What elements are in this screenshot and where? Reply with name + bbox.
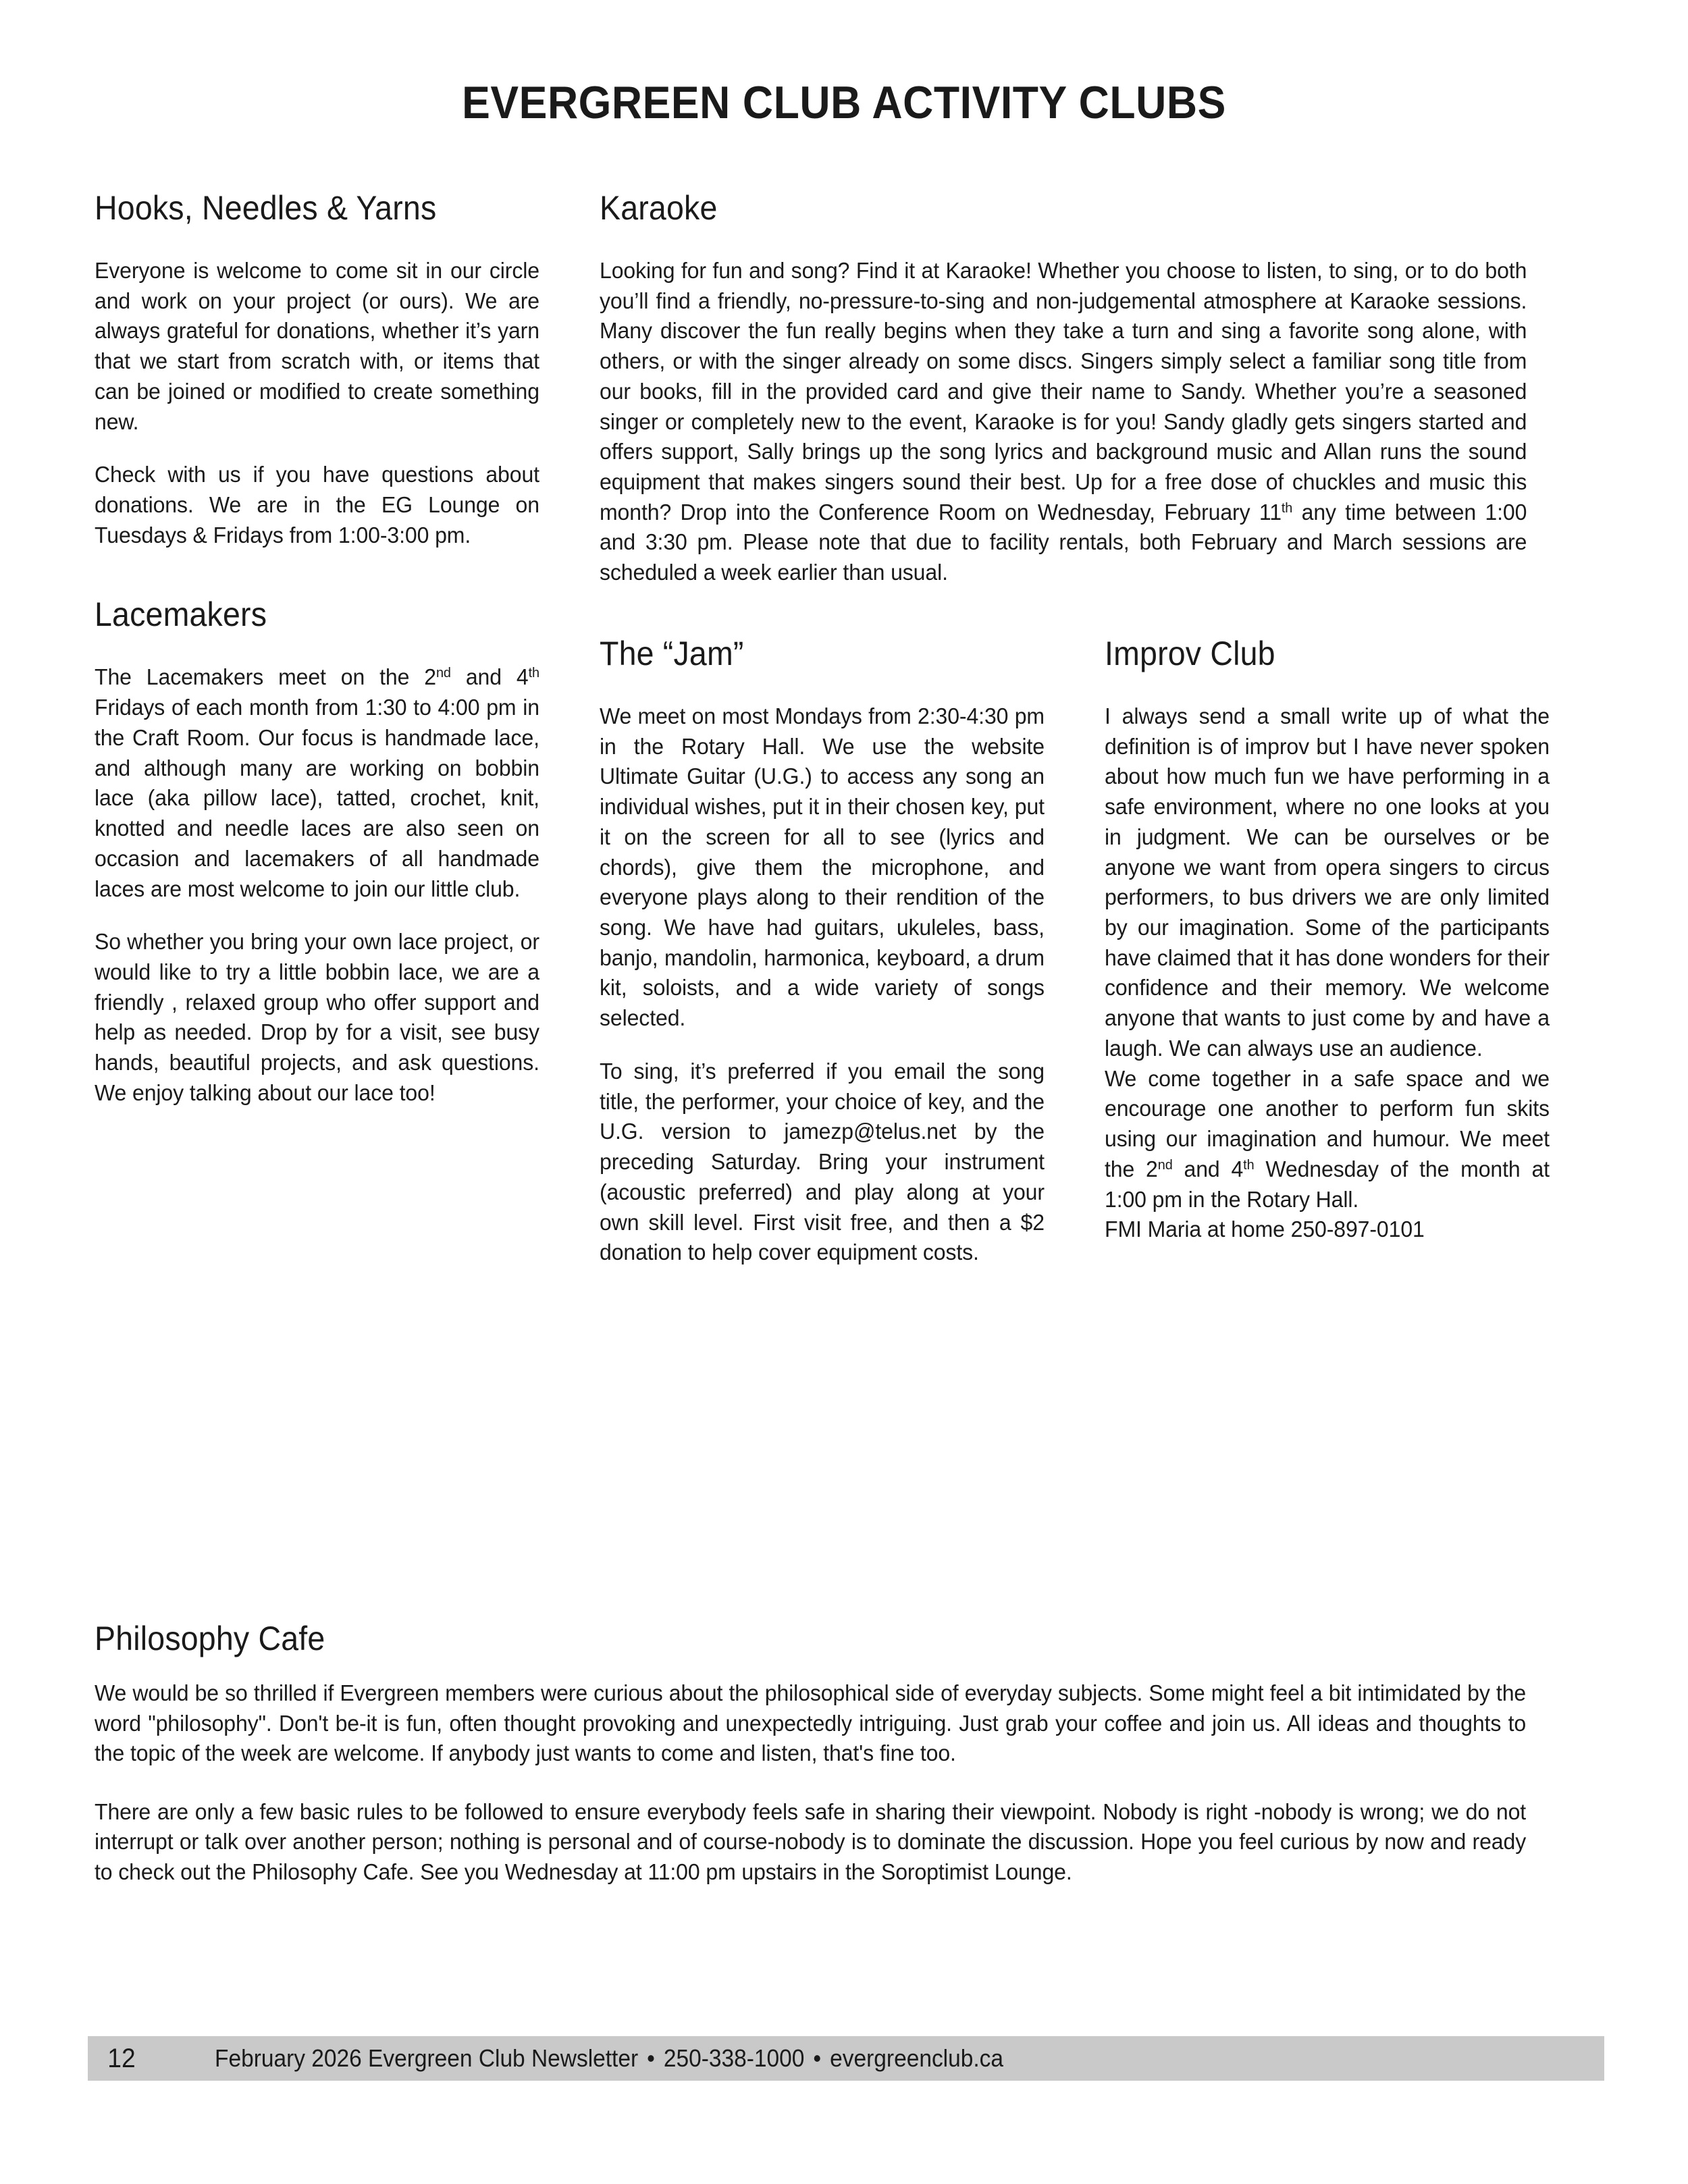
lacemakers-ordinal-2: 2 [424,665,437,691]
improv-ordinal-suffix-th: th [1243,1156,1255,1173]
column-right [1105,635,1571,1246]
hooks-paragraph-2: Check with us if you have questions about donations. We are in the EG Lounge on Tuesdays & Fridays from 1:00-3:00 pm. [95,462,539,548]
improv-p2-rest: Wednesday of the month at 1:00 pm in the Rotary Hall. [1105,1156,1550,1213]
page-title: EVERGREEN CLUB ACTIVITY CLUBS [462,77,1226,128]
section-philosophy-cafe [95,1620,1593,1888]
karaoke-p1-rest: any time between 1:00 and 3:30 pm. Please note that due to facility rentals, both February and March sessions are scheduled a week earlier than usual. [600,500,1527,586]
heading-philosophy-cafe: Philosophy Cafe [95,1620,325,1657]
section-karaoke [600,189,1571,589]
philosophy-paragraph-2: There are only a few basic rules to be followed to ensure everybody feels safe in sharing their viewpoint. Nobody is right -nobody is wrong; we do not interrupt or talk over another person; nothing is personal and of course-nobody is to dominate the discussion. Hope you feel curious by now and ready to check out the Philosophy Cafe. See you Wednesday at 11:00 pm upstairs in the Soroptimist Lounge. [95,1799,1527,1885]
lacemakers-p1-rest: Fridays of each month from 1:30 to 4:00 pm in the Craft Room. Our focus is handmade lace, and although many are working on bobbin lace (aka pillow lace), tatted, crochet, knit, knotted and needle laces are also seen on occasion and lacemakers of all handmade laces are most welcome to join our little club. [95,695,539,902]
karaoke-ordinal-suffix-th: th [1281,500,1293,516]
footer-issue: February 2026 Evergreen Club Newsletter [215,2044,639,2072]
hooks-paragraph-1: Everyone is welcome to come sit in our circle and work on your project (or ours). We are always grateful for donations, whether it’s yarn that we start from scratch with, or items that can be joined or modified to create something new. [95,259,539,435]
improv-p2-lead: We come together in a safe space and we encourage one another to perform fun skits using our imagination and humour. We meet the 2 [1105,1066,1550,1182]
column-left [95,189,560,1109]
improv-p2-mid: and 4 [1172,1156,1244,1182]
lacemakers-ordinal-suffix-th: th [528,665,539,681]
jam-paragraph-2: To sing, it’s preferred if you email the song title, the performer, your choice of key, and the U.G. version to jamezp@telus.net by the preceding Saturday. Bring your instrument (acoustic preferred) and play along at your own skill level. First visit free, and then a $2 donation to help cover equipment costs. [600,1059,1045,1266]
karaoke-paragraph-1 [600,257,1527,589]
footer-info [215,2044,1003,2073]
jam-paragraph-1: We meet on most Mondays from 2:30-4:30 pm in the Rotary Hall. We use the website Ultimate Guitar (U.G.) to access any song an individual wishes, put it in their chosen key, put it on the screen for all to see (lyrics and chords), give them the microphone, and everyone plays along to their rendition of the song. We have had guitars, ukuleles, bass, banjo, mandolin, harmonica, keyboard, a drum kit, soloists, and a wide variety of songs selected. [600,704,1045,1032]
footer-separator-1: • [647,2044,655,2072]
improv-paragraph-1: I always send a small write up of what the definition is of improv but I have never spoken about how much fun we have performing in a safe environment, where no one looks at you in judgment. We can be ourselves or be anyone we want from opera singers to circus performers, to bus drivers we are only limited by our imagination. Some of the participants have claimed that it has done wonders for their confidence and their memory. We welcome anyone that wants to just come by and have a laugh. We can always use an audience. [1105,704,1550,1061]
section-improv-club [1105,635,1571,1246]
heading-hooks-needles-yarns: Hooks, Needles & Yarns [95,189,437,227]
section-hooks-needles-yarns [95,189,560,551]
improv-contact-line: FMI Maria at home 250-897-0101 [1105,1217,1425,1243]
improv-paragraph-2 [1105,1065,1550,1216]
heading-the-jam: The “Jam” [600,635,744,672]
section-the-jam [600,635,1065,1269]
lacemakers-paragraph-1 [95,663,539,905]
lacemakers-p1-mid: and 4 [450,665,529,691]
footer-separator-2: • [813,2044,822,2072]
footer-bar [88,2036,1604,2081]
improv-ordinal-suffix-nd: nd [1157,1156,1173,1173]
lacemakers-ordinal-suffix-nd: nd [436,665,451,681]
philosophy-paragraph-1: We would be so thrilled if Evergreen members were curious about the philosophical side of everyday subjects. Some might feel a bit intimidated by the word "philosophy". Don't be-it is fun, often thought provoking and unexpectedly intriguing. Just grab your coffee and join us. All ideas and thoughts to the topic of the week are welcome. If anybody just wants to come and listen, that's fine too. [95,1681,1527,1767]
column-middle [600,635,1065,1269]
heading-improv-club: Improv Club [1105,635,1275,672]
section-lacemakers [95,595,560,1109]
heading-lacemakers: Lacemakers [95,595,267,634]
heading-karaoke: Karaoke [600,189,718,227]
footer-phone: 250-338-1000 [663,2044,805,2072]
masthead [0,77,1688,128]
footer-website: evergreenclub.ca [830,2044,1004,2072]
lacemakers-p1-lead: The Lacemakers meet on the [95,665,425,691]
lacemakers-paragraph-2: So whether you bring your own lace project, or would like to try a little bobbin lace, we are a friendly , relaxed group who offer support and help as needed. Drop by for a visit, see busy hands, beautiful projects, and ask questions. We enjoy talking about our lace too! [95,930,539,1106]
footer-page-number: 12 [107,2043,136,2073]
karaoke-p1-lead: Looking for fun and song? Find it at Karaoke! Whether you choose to listen, to sing, or to do both you’ll find a friendly, no-pressure-to-sing and non-judgemental atmosphere at Karaoke sessions. Many discover the fun really begins when they take a turn and sing a favorite song alone, with others, or with the singer already on some discs. Singers simply select a familiar song title from our books, fill in the provided card and give their name to Sandy. Whether you’re a seasoned singer or completely new to the event, Karaoke is for you! Sandy gladly gets singers started and offers support, Sally brings up the song lyrics and background music and Allan runs the sound equipment that makes singers sound their best. Up for a free dose of chuckles and music this month? Drop into the Conference Room on Wednesday, February 11 [600,259,1527,525]
